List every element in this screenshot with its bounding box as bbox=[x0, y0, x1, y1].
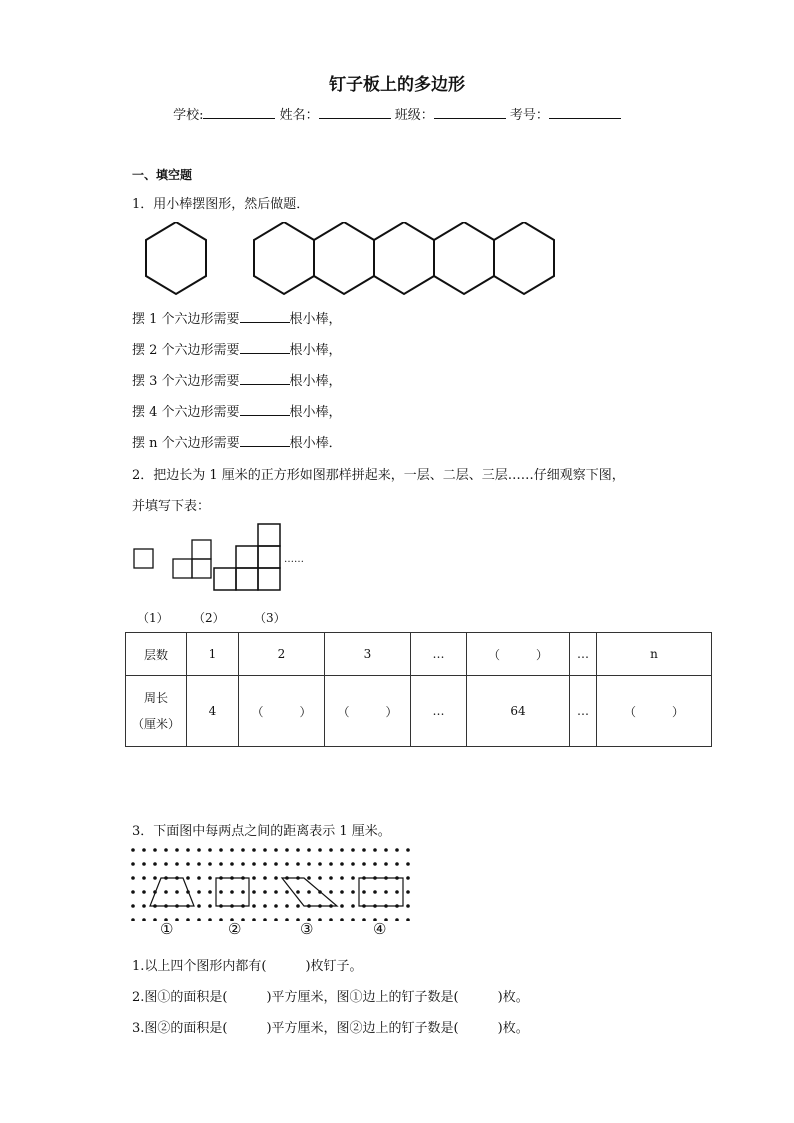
peg-dot bbox=[252, 890, 256, 894]
peg-dot bbox=[296, 862, 300, 866]
figure-2-squares bbox=[173, 540, 211, 578]
peg-dot bbox=[340, 848, 344, 852]
name-blank[interactable] bbox=[319, 108, 391, 119]
peg-dot bbox=[263, 862, 267, 866]
q1-line-5-post: 根小棒． bbox=[289, 436, 342, 451]
peg-dot bbox=[219, 848, 223, 852]
peg-dot bbox=[208, 876, 212, 880]
peg-dot bbox=[142, 904, 146, 908]
peg-dot bbox=[340, 918, 344, 921]
peg-dot bbox=[230, 848, 234, 852]
figure-label-1: （1） bbox=[137, 611, 169, 625]
peg-dot bbox=[263, 876, 267, 880]
peg-dot bbox=[384, 890, 388, 894]
table-cell: 2 bbox=[239, 633, 325, 676]
figure-ellipsis: …… bbox=[284, 554, 304, 565]
peg-dot bbox=[230, 862, 234, 866]
peg-dot bbox=[406, 862, 410, 866]
peg-dot bbox=[131, 918, 135, 921]
figure-3-squares bbox=[214, 524, 280, 590]
peg-dot bbox=[373, 890, 377, 894]
peg-dot bbox=[142, 848, 146, 852]
peg-dot bbox=[395, 862, 399, 866]
peg-dot bbox=[208, 890, 212, 894]
table-cell: … bbox=[411, 633, 467, 676]
peg-dot bbox=[340, 876, 344, 880]
table-cell-answer[interactable]: （ ） bbox=[325, 676, 411, 747]
q1-line-1 bbox=[132, 308, 342, 327]
peg-dot bbox=[208, 862, 212, 866]
peg-dot bbox=[340, 862, 344, 866]
shape-label-3: ③ bbox=[300, 920, 314, 938]
peg-dot bbox=[186, 848, 190, 852]
peg-dot bbox=[351, 876, 355, 880]
peg-dot bbox=[208, 904, 212, 908]
peg-dot bbox=[263, 918, 267, 921]
table-cell: n bbox=[597, 633, 712, 676]
peg-dot bbox=[373, 862, 377, 866]
hexagon-chain bbox=[254, 222, 554, 294]
q1-line-2 bbox=[132, 339, 342, 358]
table-row bbox=[126, 633, 712, 676]
q1-blank-5[interactable] bbox=[240, 436, 290, 447]
peg-dot bbox=[285, 862, 289, 866]
q1-line-4-pre: 摆 4 个六边形需要 bbox=[132, 405, 240, 420]
school-label: 学校: bbox=[173, 108, 204, 123]
peg-dot bbox=[406, 848, 410, 852]
q1-blank-3[interactable] bbox=[240, 374, 290, 385]
peg-dot bbox=[285, 848, 289, 852]
table-cell-answer[interactable]: （ ） bbox=[597, 676, 712, 747]
peg-dot bbox=[208, 848, 212, 852]
q1-blank-4[interactable] bbox=[240, 405, 290, 416]
peg-dot bbox=[241, 848, 245, 852]
table-cell-header bbox=[126, 676, 187, 747]
q1-line-2-pre: 摆 2 个六边形需要 bbox=[132, 343, 240, 358]
peg-dot bbox=[329, 918, 333, 921]
peg-dot bbox=[208, 918, 212, 921]
peg-dot bbox=[351, 862, 355, 866]
shape-label-1: ① bbox=[160, 920, 174, 938]
peg-dot bbox=[362, 862, 366, 866]
q1-line-1-pre: 摆 1 个六边形需要 bbox=[132, 312, 240, 327]
page-title: 钉子板上的多边形 bbox=[329, 75, 465, 95]
peg-dot bbox=[274, 876, 278, 880]
q1-line-4-post: 根小棒， bbox=[289, 405, 342, 420]
q1-line-3 bbox=[132, 370, 342, 389]
peg-dot bbox=[285, 904, 289, 908]
peg-dot bbox=[406, 876, 410, 880]
shape-label-4: ④ bbox=[373, 920, 387, 938]
peg-dot bbox=[153, 876, 157, 880]
peg-dot bbox=[296, 848, 300, 852]
peg-dot bbox=[263, 848, 267, 852]
table-cell-answer[interactable]: （ ） bbox=[239, 676, 325, 747]
peg-dot bbox=[351, 904, 355, 908]
number-label: 考号： bbox=[509, 108, 549, 123]
peg-dot bbox=[351, 848, 355, 852]
q3-item-1: 1.以上四个图形内都有( )枚钉子。 bbox=[132, 959, 363, 974]
peg-dot bbox=[340, 904, 344, 908]
peg-dot bbox=[197, 918, 201, 921]
q1-blank-2[interactable] bbox=[240, 343, 290, 354]
question-2-line-1: 2．把边长为 1 厘米的正方形如图那样拼起来，一层、二层、三层……仔细观察下图， bbox=[132, 468, 625, 483]
peg-dot bbox=[252, 918, 256, 921]
peg-dot bbox=[285, 918, 289, 921]
q1-line-5 bbox=[132, 432, 342, 451]
q3-item-2: 2.图①的面积是( )平方厘米，图①边上的钉子数是( )枚。 bbox=[132, 990, 529, 1005]
peg-dot bbox=[153, 848, 157, 852]
question-2-line-2: 并填写下表： bbox=[132, 499, 211, 514]
peg-dot bbox=[241, 890, 245, 894]
peg-dot bbox=[131, 890, 135, 894]
peg-dot bbox=[197, 904, 201, 908]
peg-dot bbox=[395, 848, 399, 852]
hexagon-figures bbox=[140, 222, 570, 302]
peg-dot bbox=[329, 862, 333, 866]
peg-dot bbox=[241, 862, 245, 866]
q1-blank-1[interactable] bbox=[240, 312, 290, 323]
peg-dot bbox=[263, 904, 267, 908]
table-row bbox=[126, 676, 712, 747]
peg-dot bbox=[384, 862, 388, 866]
peg-dot bbox=[307, 862, 311, 866]
peg-dot bbox=[373, 848, 377, 852]
peg-dot bbox=[175, 848, 179, 852]
peg-dot bbox=[307, 876, 311, 880]
section-heading: 一、填空题 bbox=[132, 168, 193, 182]
peg-dot bbox=[219, 890, 223, 894]
peg-dot bbox=[241, 918, 245, 921]
number-blank[interactable] bbox=[549, 108, 621, 119]
q1-line-2-post: 根小棒， bbox=[289, 343, 342, 358]
peg-dot bbox=[296, 890, 300, 894]
peg-dot bbox=[186, 918, 190, 921]
peg-dot bbox=[406, 918, 410, 921]
peg-dot bbox=[219, 862, 223, 866]
figure-1-square bbox=[134, 549, 153, 568]
peg-dot bbox=[175, 862, 179, 866]
peg-dot bbox=[362, 890, 366, 894]
peg-dot bbox=[318, 862, 322, 866]
square-stack-figures bbox=[130, 522, 290, 594]
peg-dot bbox=[351, 890, 355, 894]
school-blank[interactable] bbox=[203, 108, 275, 119]
peg-dot bbox=[197, 848, 201, 852]
peg-dot bbox=[175, 890, 179, 894]
peg-dot bbox=[318, 918, 322, 921]
peg-dot bbox=[197, 890, 201, 894]
table-cell: … bbox=[570, 676, 597, 747]
peg-dot bbox=[142, 918, 146, 921]
peg-dot bbox=[153, 862, 157, 866]
table-cell: … bbox=[570, 633, 597, 676]
peg-dot bbox=[263, 890, 267, 894]
table-cell: 4 bbox=[187, 676, 239, 747]
peg-dot bbox=[274, 848, 278, 852]
q1-line-5-pre: 摆 n 个六边形需要 bbox=[132, 436, 240, 451]
peg-dot bbox=[186, 862, 190, 866]
peg-dot bbox=[362, 918, 366, 921]
peg-dot bbox=[384, 848, 388, 852]
peg-dot bbox=[164, 848, 168, 852]
peg-dot bbox=[131, 904, 135, 908]
table-cell: 3 bbox=[325, 633, 411, 676]
peg-dot bbox=[142, 876, 146, 880]
table-cell: 层数 bbox=[126, 633, 187, 676]
peg-dot bbox=[197, 876, 201, 880]
peg-dot bbox=[175, 918, 179, 921]
peg-dot bbox=[307, 890, 311, 894]
table-cell-answer[interactable]: （ ） bbox=[467, 633, 570, 676]
class-blank[interactable] bbox=[434, 108, 506, 119]
class-label: 班级： bbox=[394, 108, 434, 123]
peg-dot bbox=[274, 904, 278, 908]
table-cell: 1 bbox=[187, 633, 239, 676]
peg-dot bbox=[142, 890, 146, 894]
peg-dot bbox=[142, 862, 146, 866]
peg-dot bbox=[252, 848, 256, 852]
name-label: 姓名： bbox=[279, 108, 319, 123]
single-hexagon bbox=[146, 222, 206, 294]
peg-dot bbox=[406, 904, 410, 908]
peg-dot bbox=[340, 890, 344, 894]
peg-dot bbox=[329, 890, 333, 894]
peg-dot bbox=[131, 876, 135, 880]
table-cell: … bbox=[411, 676, 467, 747]
peg-dot bbox=[362, 848, 366, 852]
q1-line-3-post: 根小棒， bbox=[289, 374, 342, 389]
q3-item-3: 3.图②的面积是( )平方厘米，图②边上的钉子数是( )枚。 bbox=[132, 1021, 529, 1036]
peg-dot bbox=[252, 876, 256, 880]
perimeter-label: 周长 bbox=[143, 691, 168, 705]
peg-dot bbox=[153, 918, 157, 921]
table-cell: 64 bbox=[467, 676, 570, 747]
peg-dot bbox=[164, 890, 168, 894]
peg-dot bbox=[230, 890, 234, 894]
peg-dot bbox=[318, 848, 322, 852]
shape-label-2: ② bbox=[228, 920, 242, 938]
peg-dot bbox=[318, 876, 322, 880]
peg-dot bbox=[296, 904, 300, 908]
peg-dot bbox=[329, 876, 333, 880]
pegboard-figure bbox=[128, 846, 423, 921]
q1-line-4 bbox=[132, 401, 342, 420]
peg-dot bbox=[252, 862, 256, 866]
peg-dot bbox=[252, 904, 256, 908]
figure-label-2: （2） bbox=[193, 611, 225, 625]
peg-dot bbox=[164, 862, 168, 866]
peg-dot bbox=[285, 890, 289, 894]
question-3-text: 3．下面图中每两点之间的距离表示 1 厘米。 bbox=[132, 824, 391, 839]
peg-dot bbox=[274, 890, 278, 894]
peg-dot bbox=[274, 918, 278, 921]
peg-dot bbox=[186, 876, 190, 880]
peg-dot bbox=[131, 848, 135, 852]
student-info-line bbox=[0, 104, 794, 123]
unit-label: （厘米） bbox=[131, 717, 180, 731]
peg-dot bbox=[131, 862, 135, 866]
peg-dots bbox=[131, 848, 410, 921]
q1-line-3-pre: 摆 3 个六边形需要 bbox=[132, 374, 240, 389]
q1-line-1-post: 根小棒， bbox=[289, 312, 342, 327]
peg-dot bbox=[307, 848, 311, 852]
perimeter-table bbox=[125, 632, 712, 747]
peg-dot bbox=[395, 918, 399, 921]
peg-dot bbox=[197, 862, 201, 866]
question-1-text: 1．用小棒摆图形，然后做题． bbox=[132, 197, 310, 212]
peg-dot bbox=[406, 890, 410, 894]
peg-dot bbox=[219, 918, 223, 921]
figure-label-3: （3） bbox=[254, 611, 286, 625]
peg-dot bbox=[329, 848, 333, 852]
peg-dot bbox=[274, 862, 278, 866]
peg-dot bbox=[395, 890, 399, 894]
peg-dot bbox=[351, 918, 355, 921]
